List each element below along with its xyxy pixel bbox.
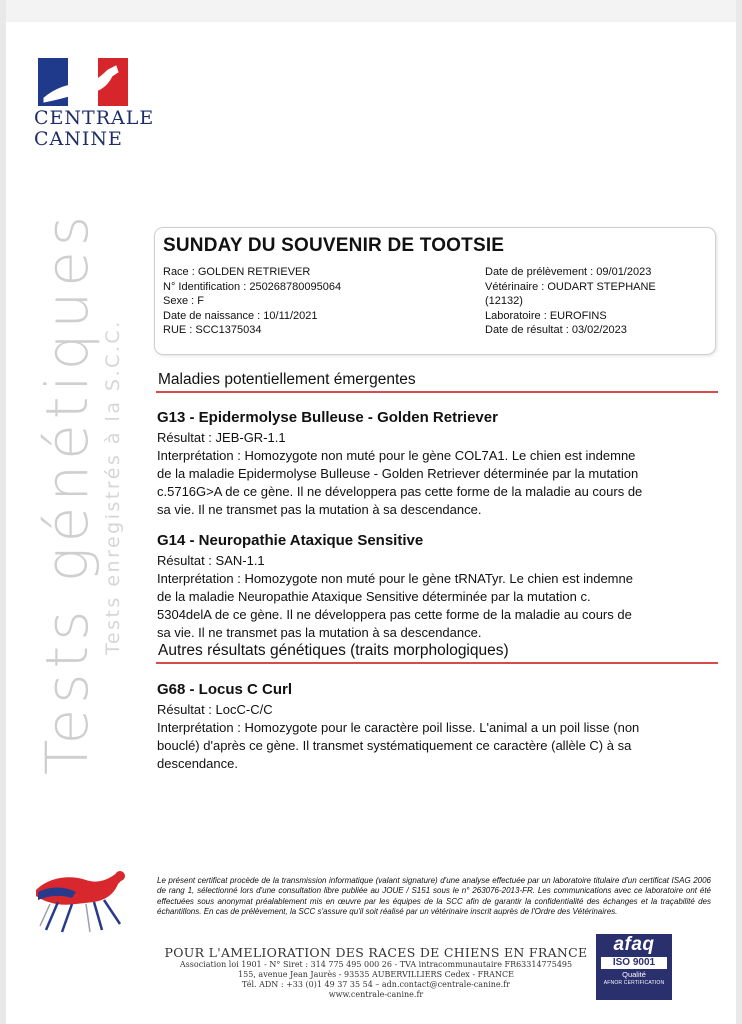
laboratory: Laboratoire : EUROFINS: [485, 309, 607, 322]
sample-date: Date de prélèvement : 09/01/2023: [485, 266, 652, 278]
test-interpretation-line: de la maladie Neuropathie Ataxique Sensitive déterminée par la mutation c.: [157, 589, 591, 604]
afaq-badge: [596, 934, 672, 1000]
section-traits: Autres résultats génétiques (traits morphologiques): [158, 642, 509, 659]
test-interpretation-line: descendance.: [157, 756, 238, 771]
top-bar: [6, 0, 736, 22]
association-title: POUR L'AMELIORATION DES RACES DE CHIENS EN FRANCE: [164, 945, 588, 960]
test-g68: [157, 681, 717, 773]
test-interpretation-line: Interprétation : Homozygote non muté pour le gène COL7A1. Le chien est indemne: [157, 448, 636, 463]
certificate-page: [6, 0, 736, 1024]
dog-info-left: [163, 265, 341, 338]
afaq-iso: ISO 9001: [601, 957, 667, 969]
afaq-cert: AFNOR CERTIFICATION: [603, 980, 665, 986]
test-result: Résultat : SAN-1.1: [157, 553, 265, 568]
legal-notice: Le présent certificat procède de la transmission informatique (valant signature) d'une analyse effectuée par un laboratoire titulaire d'un certificat ISAG 2006 de rang 1, sélectionné lors d'une consultation libre publiée au JOUE / S151 sous le n° 263076-2013-FR. Les communications avec ce laboratoire ont été effectuées sous anonymat préalablement mis en œuvre par les équipes de la SCC afin de garantir la confidentialité des échanges et la traçabilité des échantillons. En cas de prélèvement, la SCC s'assure qu'il soit réalisé par un vétérinaire inscrit auprès de l'Ordre des Vétérinaires.: [157, 876, 711, 917]
test-interpretation-line: Interprétation : Homozygote non muté pour le gène tRNATyr. Le chien est indemne: [157, 571, 633, 586]
dog-name: SUNDAY DU SOUVENIR DE TOOTSIE: [163, 235, 505, 256]
association-info: [156, 945, 596, 1000]
afaq-name: afaq: [613, 934, 655, 955]
test-interpretation-line: sa vie. Il ne transmet pas la mutation à sa descendance.: [157, 625, 482, 640]
section-diseases: Maladies potentiellement émergentes: [158, 371, 416, 388]
test-g14: [157, 532, 717, 642]
test-result: Résultat : LocC-C/C: [157, 702, 273, 717]
breed: Race : GOLDEN RETRIEVER: [163, 266, 311, 278]
logo-line-2: CANINE: [34, 128, 123, 150]
result-date: Date de résultat : 03/02/2023: [485, 324, 627, 337]
association-line: 155, avenue Jean Jaurès - 93535 AUBERVILLIERS Cedex - FRANCE: [238, 970, 514, 979]
test-interpretation-line: Interprétation : Homozygote pour le caractère poil lisse. L'animal a un poil lisse (non: [157, 720, 640, 735]
test-g13: [157, 409, 717, 519]
test-interpretation-line: 5304delA de ce gène. Il ne développera pas cette forme de la maladie au cours de: [157, 607, 632, 622]
test-interpretation-line: c.5716G>A de ce gène. Il ne développera pas cette forme de la maladie au cours de: [157, 484, 643, 499]
rue: RUE : SCC1375034: [163, 324, 262, 337]
dog-illustration-icon: [28, 864, 133, 936]
veterinarian-id: (12132): [485, 295, 523, 308]
section-divider: [156, 391, 718, 393]
logo-line-1: CENTRALE: [34, 107, 155, 129]
test-title: G14 - Neuropathie Ataxique Sensitive: [157, 532, 424, 549]
test-interpretation-line: sa vie. Il ne transmet pas la mutation à sa descendance.: [157, 502, 482, 517]
website-link[interactable]: www.centrale-canine.fr: [328, 990, 424, 999]
section-divider: [156, 662, 718, 664]
test-title: G68 - Locus C Curl: [157, 681, 293, 698]
sex: Sexe : F: [163, 295, 204, 308]
association-line: Tél. ADN : +33 (0)1 49 37 35 54 – adn.contact@centrale-canine.fr: [242, 980, 510, 989]
dog-info-right: [485, 265, 705, 338]
identification: N° Identification : 250268780095064: [163, 280, 342, 293]
centrale-canine-logo-icon: [38, 58, 128, 106]
logo-text: [34, 108, 154, 150]
test-result: Résultat : JEB-GR-1.1: [157, 430, 286, 445]
vertical-title: Tests génétiques: [33, 210, 101, 775]
test-interpretation-line: bouclé) d'après ce gène. Il transmet systématiquement ce caractère (allèle C) à sa: [157, 738, 632, 753]
dog-info-box: [154, 227, 716, 355]
veterinarian: Vétérinaire : OUDART STEPHANE: [485, 280, 656, 293]
vertical-subtitle: Tests enregistrés à la S.C.C.: [102, 319, 124, 655]
test-interpretation-line: de la maladie Epidermolyse Bulleuse - Golden Retriever déterminée par la mutation: [157, 466, 639, 481]
birth-date: Date de naissance : 10/11/2021: [163, 309, 318, 322]
test-title: G13 - Epidermolyse Bulleuse - Golden Retriever: [157, 409, 498, 426]
association-line: Association loi 1901 - N° Siret : 314 775 495 000 26 - TVA intracommunautaire FR63314775495: [179, 960, 573, 969]
afaq-quality: Qualité: [622, 970, 646, 979]
